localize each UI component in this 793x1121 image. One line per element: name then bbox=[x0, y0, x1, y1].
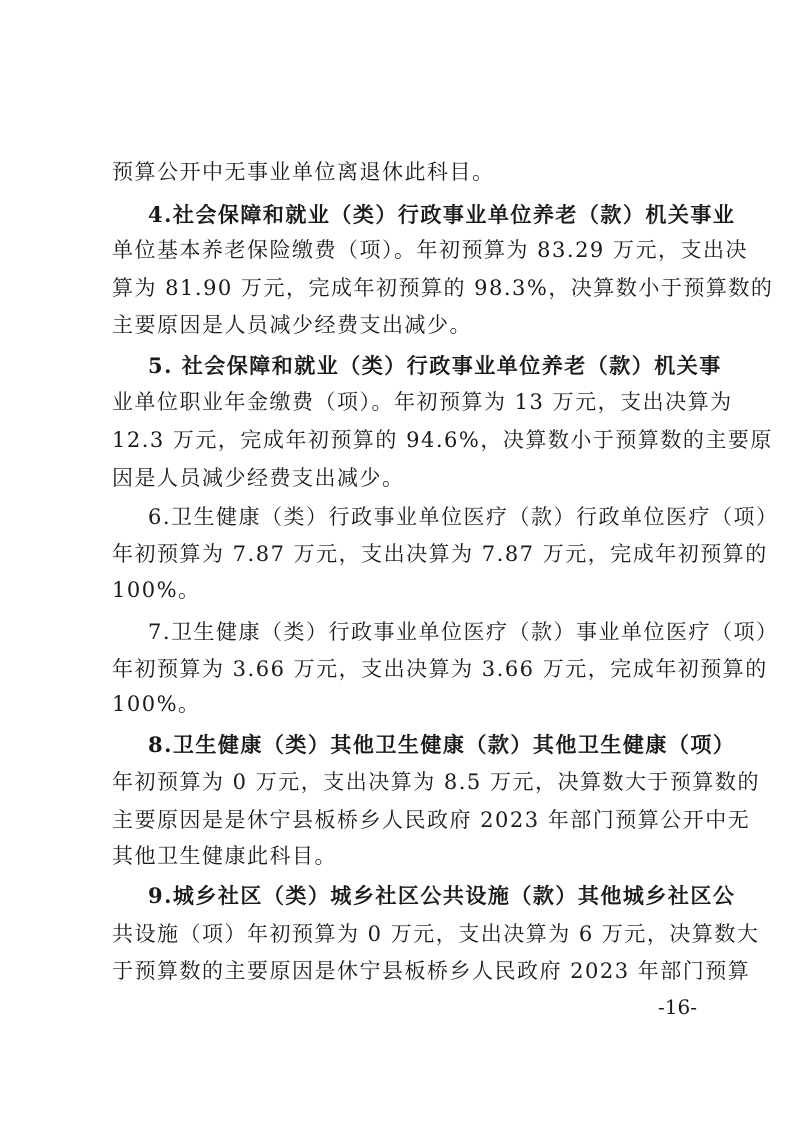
text-line: 12.3 万元，完成年初预算的 94.6%，决算数小于预算数的主要原 bbox=[112, 428, 773, 452]
section-heading-9: 9.城乡社区（类）城乡社区公共设施（款）其他城乡社区公 bbox=[148, 883, 736, 908]
text-line: 年初预算为 0 万元，支出决算为 8.5 万元，决算数大于预算数的 bbox=[112, 770, 760, 794]
page-number: -16- bbox=[658, 995, 697, 1019]
text-line: 100%。 bbox=[112, 578, 201, 602]
text-line: 单位基本养老保险缴费（项）。年初预算为 83.29 万元，支出决 bbox=[112, 238, 748, 262]
section-heading-4: 4.社会保障和就业（类）行政事业单位养老（款）机关事业 bbox=[148, 202, 736, 227]
text-line: 业单位职业年金缴费（项）。年初预算为 13 万元，支出决算为 bbox=[112, 390, 733, 414]
text-line: 共设施（项）年初预算为 0 万元，支出决算为 6 万元，决算数大 bbox=[112, 922, 760, 946]
text-line: 算为 81.90 万元，完成年初预算的 98.3%，决算数小于预算数的 bbox=[112, 276, 774, 300]
text-line: 年初预算为 3.66 万元，支出决算为 3.66 万元，完成年初预算的 bbox=[112, 657, 768, 681]
text-line: 因是人员减少经费支出减少。 bbox=[112, 466, 405, 490]
text-line: 主要原因是是休宁县板桥乡人民政府 2023 年部门预算公开中无 bbox=[112, 808, 751, 832]
text-line: 主要原因是人员减少经费支出减少。 bbox=[112, 313, 472, 337]
text-line: 其他卫生健康此科目。 bbox=[112, 844, 337, 868]
text-line: 年初预算为 7.87 万元，支出决算为 7.87 万元，完成年初预算的 bbox=[112, 542, 768, 566]
text-line: 预算公开中无事业单位离退休此科目。 bbox=[112, 160, 495, 184]
text-line: 100%。 bbox=[112, 692, 201, 716]
section-heading-5: 5. 社会保障和就业（类）行政事业单位养老（款）机关事 bbox=[148, 353, 722, 378]
section-heading-8: 8.卫生健康（类）其他卫生健康（款）其他卫生健康（项） bbox=[148, 732, 736, 757]
section-heading-6: 6.卫生健康（类）行政事业单位医疗（款）行政单位医疗（项） bbox=[148, 505, 779, 529]
text-line: 于预算数的主要原因是休宁县板桥乡人民政府 2023 年部门预算 bbox=[112, 959, 751, 983]
section-heading-7: 7.卫生健康（类）行政事业单位医疗（款）事业单位医疗（项） bbox=[148, 620, 779, 644]
